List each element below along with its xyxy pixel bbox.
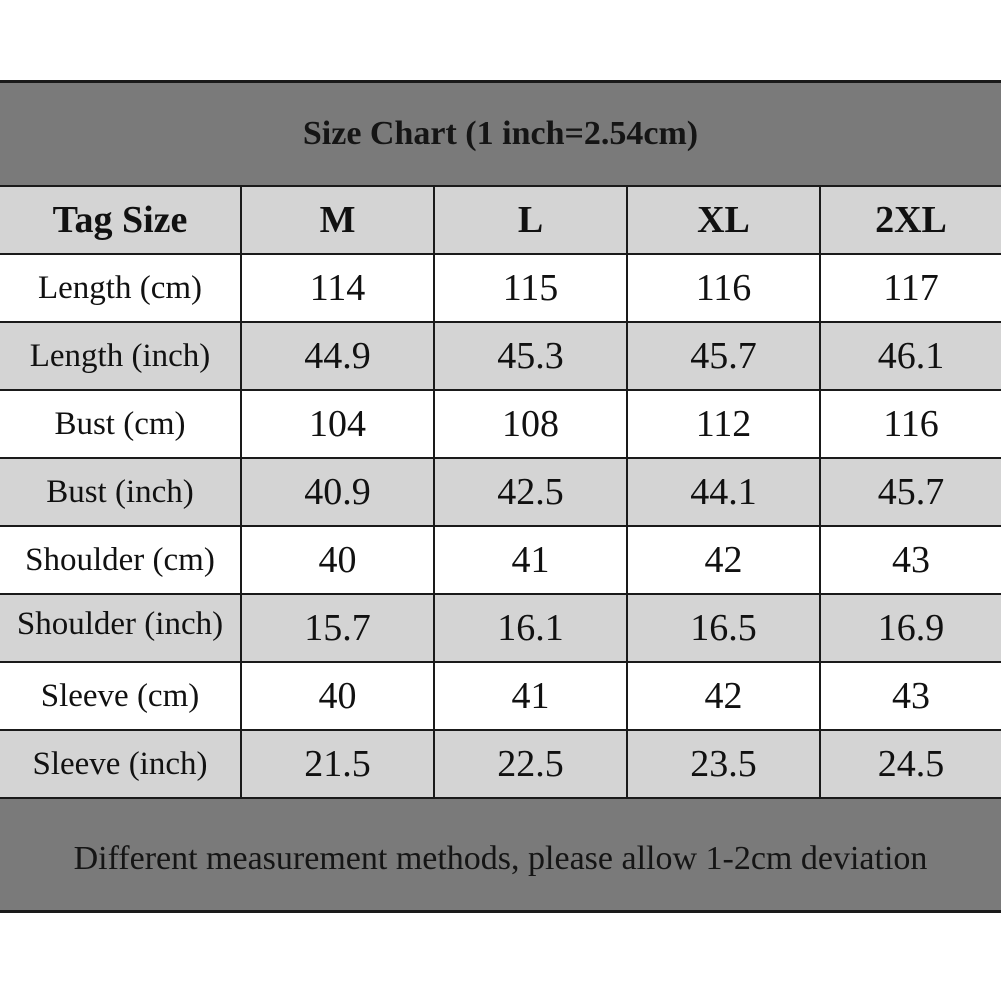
cell-value: 108 [434, 390, 627, 458]
cell-value: 42 [627, 662, 820, 730]
header-row [0, 186, 1001, 254]
header-size-l: L [434, 186, 627, 254]
row-label-cell [0, 594, 241, 662]
cell-value: 16.1 [434, 594, 627, 662]
cell-value: 16.5 [627, 594, 820, 662]
cell-value: 42.5 [434, 458, 627, 526]
cell-value: 42 [627, 526, 820, 594]
table-row [0, 254, 1001, 322]
table-row [0, 526, 1001, 594]
cell-value: 41 [434, 526, 627, 594]
cell-value: 116 [627, 254, 820, 322]
cell-value: 116 [820, 390, 1001, 458]
table-row [0, 594, 1001, 662]
header-size-xl: XL [627, 186, 820, 254]
cell-value: 40 [241, 662, 434, 730]
cell-value: 45.7 [627, 322, 820, 390]
cell-value: 43 [820, 526, 1001, 594]
size-chart [0, 80, 1001, 913]
cell-value: 40 [241, 526, 434, 594]
cell-value: 44.9 [241, 322, 434, 390]
cell-value: 22.5 [434, 730, 627, 798]
row-label: Shoulder (cm) [0, 526, 241, 594]
cell-value: 15.7 [241, 594, 434, 662]
chart-title: Size Chart (1 inch=2.54cm) [302, 115, 699, 152]
row-label: Length (cm) [0, 254, 241, 322]
row-label: Bust (cm) [0, 390, 241, 458]
cell-value: 114 [241, 254, 434, 322]
table-row [0, 390, 1001, 458]
cell-value: 24.5 [820, 730, 1001, 798]
cell-value: 41 [434, 662, 627, 730]
cell-value: 40.9 [241, 458, 434, 526]
table-row [0, 322, 1001, 390]
cell-value: 117 [820, 254, 1001, 322]
table-row [0, 458, 1001, 526]
cell-value: 21.5 [241, 730, 434, 798]
deviation-note: Different measurement methods, please allow 1-2cm deviation [73, 839, 928, 877]
cell-value: 45.7 [820, 458, 1001, 526]
table-row [0, 662, 1001, 730]
row-label: Bust (inch) [0, 458, 241, 526]
row-label: Sleeve (inch) [0, 730, 241, 798]
cell-value: 23.5 [627, 730, 820, 798]
cell-value: 112 [627, 390, 820, 458]
size-table [0, 185, 1001, 799]
header-size-m: M [241, 186, 434, 254]
cell-value: 16.9 [820, 594, 1001, 662]
row-label: Sleeve (cm) [0, 662, 241, 730]
table-row [0, 730, 1001, 798]
row-label: Shoulder (inch) [16, 606, 224, 642]
cell-value: 45.3 [434, 322, 627, 390]
cell-value: 46.1 [820, 322, 1001, 390]
cell-value: 43 [820, 662, 1001, 730]
header-tag-size: Tag Size [0, 186, 241, 254]
cell-value: 104 [241, 390, 434, 458]
cell-value: 44.1 [627, 458, 820, 526]
cell-value: 115 [434, 254, 627, 322]
header-size-2xl: 2XL [820, 186, 1001, 254]
row-label: Length (inch) [0, 322, 241, 390]
